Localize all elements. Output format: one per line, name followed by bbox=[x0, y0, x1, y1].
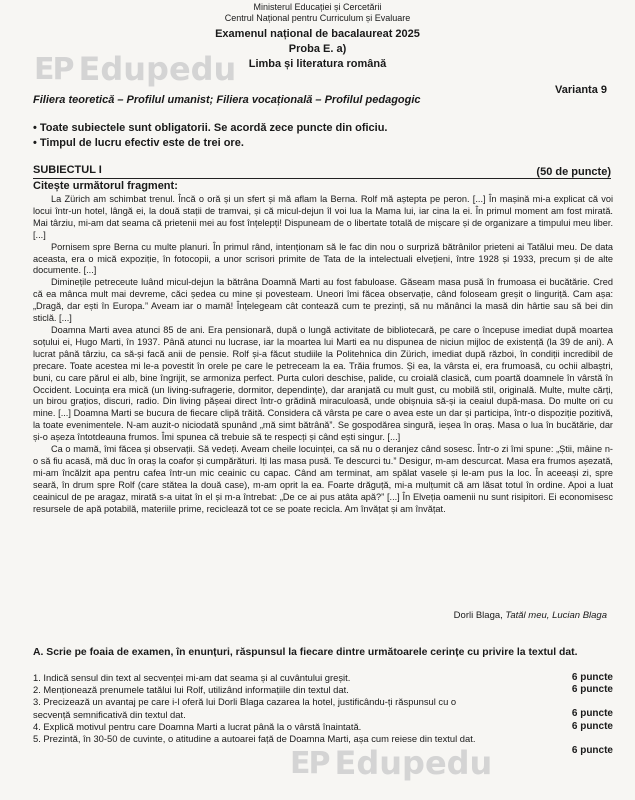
rule-item: • Timpul de lucru efectiv este de trei ore. bbox=[33, 137, 244, 149]
paragraph: Diminețile petreceute luând micul-dejun la bătrâna Doamnă Marti au fost fabuloase. Găseam masa pusă în frumoasa ei bucătărie. Cred că ea mânca mult mai devreme, căci ședea cu mine și povesteam. Uneori îmi făcea observație, când foloseam greșit o linguriță. Cam așa: „Dragă, dar ești în Europa.” Aveam iar o mamă! Înțelegeam cât contează cum te prezinți, să nu mănânci la masă din hârtie sau să bei din sticlă. [...] bbox=[33, 277, 613, 324]
requirement-item bbox=[33, 696, 613, 720]
requirement-item bbox=[33, 672, 613, 684]
exam-rules bbox=[33, 122, 388, 152]
filiera-line: Filiera teoretică – Profilul umanist; Filiera vocațională – Profilul pedagogic bbox=[33, 94, 421, 106]
requirement-points: 6 puncte bbox=[571, 745, 613, 757]
rule-item: • Toate subiectele sunt obligatorii. Se acordă zece puncte din oficiu. bbox=[33, 122, 388, 134]
paragraph: Pornisem spre Berna cu multe planuri. În primul rând, intenționam să le fac din nou o surpriză bătrânilor prieteni ai Tatălui meu. De data aceasta, era o mică expoziție, în fotocopii, a unor scrisori primite de Tata de la intelectuali elvețieni, între 1928 și 1933, precum și de alte documente. [...] bbox=[33, 241, 613, 276]
fragment-lead: Citește următorul fragment: bbox=[33, 180, 178, 192]
requirement-text: 1. Indică sensul din text al secvenței mi-am dat seama și al cuvântului greșit. bbox=[33, 672, 351, 683]
watermark-logo bbox=[290, 744, 492, 782]
ministry-name: Ministerul Educației și Cercetării bbox=[253, 2, 382, 12]
subject-points: (50 de puncte) bbox=[536, 166, 611, 178]
proba-label: Proba E. a) bbox=[288, 43, 347, 55]
center-name: Centrul Național pentru Curriculum și Evaluare bbox=[224, 13, 411, 23]
source-title: Tatăl meu, Lucian Blaga bbox=[505, 610, 607, 621]
requirement-text-continued: secvență semnificativă din textul dat. bbox=[33, 708, 186, 720]
source-author: Dorli Blaga, bbox=[453, 610, 503, 621]
requirement-points: 6 puncte bbox=[571, 720, 613, 732]
variant-label: Varianta 9 bbox=[555, 84, 607, 96]
paragraph: La Zürich am schimbat trenul. Încă o oră și un sfert și mă aflam la Berna. Rolf mă aștepta pe peron. [...] În mașină mi-a explicat că voi locui într-un hotel, lângă ei, la două stații de tramvai, și că micul-dejun îl voi lua la Mama lui, iar cina la ei. În primul moment am fost mirată. Mai târziu, mi-am dat seama că prietenii mei au fost înțelepți! Dispuneam de o libertate totală de mișcare și de organizare a timpului meu liber. [...] bbox=[33, 194, 613, 240]
fragment-source bbox=[454, 610, 607, 621]
requirement-points: 6 puncte bbox=[571, 672, 613, 683]
edupedu-logo-icon: ЕР bbox=[34, 51, 73, 87]
requirement-text: 3. Precizează un avantaj pe care i-l oferă lui Dorli Blaga cazarea la hotel, justificându-ți răspunsul cu o bbox=[33, 696, 457, 708]
exam-title: Examenul național de bacalaureat 2025 bbox=[215, 28, 420, 40]
watermark-brand: Edupedu bbox=[334, 744, 493, 782]
requirement-text: 2. Menționează prenumele tatălui lui Rolf, utilizând informațiile din textul dat. bbox=[33, 684, 349, 696]
fragment-text bbox=[33, 194, 613, 515]
edupedu-logo-icon: ЕР bbox=[290, 745, 329, 781]
paragraph: Ca o mamă, îmi făcea și observații. Să vedeți. Aveam cheile locuinței, ca să nu o deranjez când sosesc. Într-o zi îmi spune: „Știi, mâine n-o să fiu acasă, mă duc în oraș la coafor și cumpărături. Iți las masa pusă. Te descurci tu.” Desigur, m-am descurcat. Masa era frumos așezată, mi-am încălzit apa pentru cafea într-un mic ceainic cu capac. Când am terminat, am spălat vasele și le-am pus la loc. În aceeași zi, spre seară, în drum spre Rolf (care stătea la două case), m-am oprit la ea. Foarte drăguță, mi-a mulțumit că am lăsat totul în ordine. Apoi a luat ceainicul de pe aragaz, mirată s-a uitat în el și m-a întrebat: „De ce ai pus atâta apă?” [...] În Elveția oamenii nu sunt risipitori. Ei economisesc resursele de apă potabilă, materiile prime, reciclează tot ce se poate recicla. Am învățat și am învățat. bbox=[33, 444, 613, 514]
subject-heading bbox=[33, 164, 611, 179]
subject-title: SUBIECTUL I bbox=[33, 164, 102, 176]
requirement-item bbox=[33, 684, 613, 696]
requirements-heading: A. Scrie pe foaia de examen, în enunțuri, răspunsul la fiecare dintre următoarele cerințe cu privire la textul dat. bbox=[33, 647, 578, 658]
watermark-logo bbox=[34, 50, 236, 88]
requirement-text: 4. Explică motivul pentru care Doamna Marti a lucrat până la o vârstă înaintată. bbox=[33, 720, 362, 732]
watermark-brand: Edupedu bbox=[78, 50, 237, 88]
requirement-points: 6 puncte bbox=[571, 684, 613, 696]
requirement-points: 6 puncte bbox=[571, 708, 613, 720]
requirement-text: 5. Prezintă, în 30-50 de cuvinte, o atitudine a autoarei față de Doamna Marti, așa cum reiese din textul dat. bbox=[33, 733, 476, 745]
subject-name: Limba și literatura română bbox=[248, 58, 387, 70]
requirement-item bbox=[33, 721, 613, 733]
paragraph: Doamna Marti avea atunci 85 de ani. Era pensionară, după o lungă activitate de bibliotecară, pe care o începuse imediat după moartea soțului ei, Hugo Marti, în 1937. Până atunci nu lucrase, iar la moartea lui Marti ea nu dispunea de niciun mijloc de existență (la 39 de ani). A lucrat până târziu, ca să-și facă anii de pensie. Rolf și-a făcut studiile la Politehnica din Zürich, imediat după război, în condiții incredibil de precare. Toate acestea mi le-a povestit în orele pe care le petreceam la ea. Trăia frumos. Și ea, la vârsta ei, era frumoasă, cu ochii albaștri, buni, cu care părul ei alb, bine îngrijit, se armoniza perfect. Purta culori deschise, palide, cu croială clasică, cum poartă doamnele în vârstă în Occident. Locuința era mică (un living-sufragerie, dormitor, dependințe), dar aranjată cu mult gust, cu mobilă stil, originală. Multe, multe cărți, un birou grațios, discuri, radio. Din living pășeai direct într-o grădină miraculoasă, unde obișnuia să-și ia ceaiul după-masa. Do multe ori cu mine. [...] Doamna Marti se bucura de fiecare clipă trăită. Considera că vârsta pe care o avea este un dar și participa, într-o dispoziție pozitivă, la toate evenimentele. N-am auzit-o niciodată spunând „mă simt bătrână”. Se gospodărea singură, ieșea în oraș. Masa o lua în bucătărie, dar și-o așeza întotdeauna frumos. Îmi spunea că trebuie să te respecți și când ești singur. [...] bbox=[33, 324, 613, 443]
